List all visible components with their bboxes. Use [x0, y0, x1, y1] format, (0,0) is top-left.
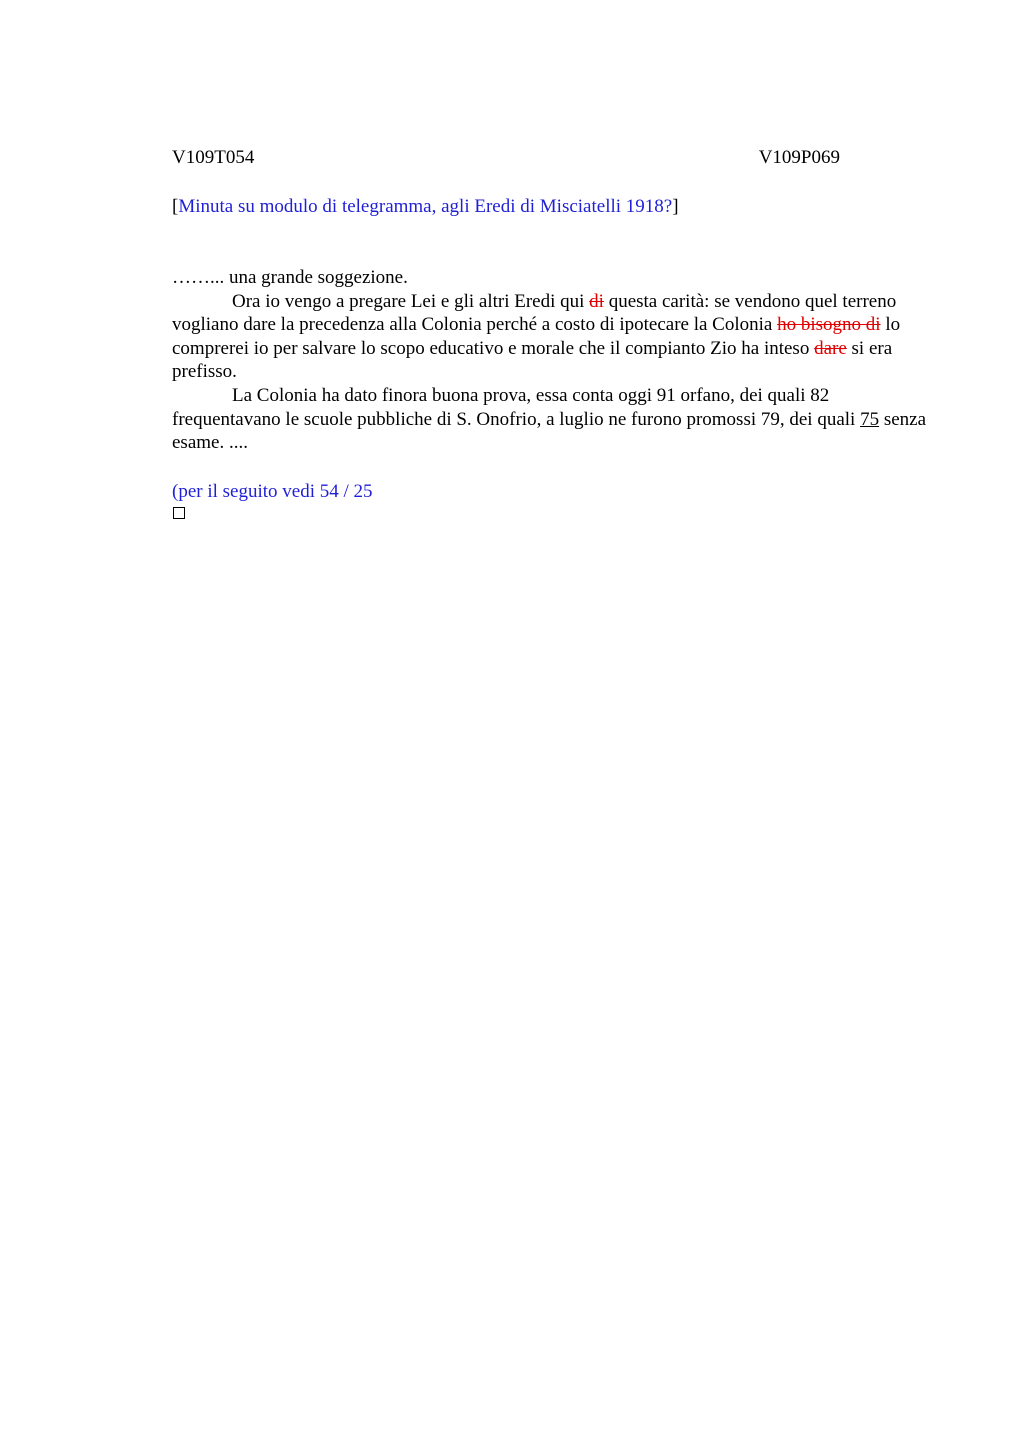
paragraph-2-text-b: senza esame. ....	[172, 408, 927, 454]
document-code-left: V109T054	[172, 147, 255, 168]
document-code-right: V109P069	[758, 147, 840, 168]
note-open-bracket: [	[172, 196, 179, 217]
note-close-bracket: ]	[672, 196, 679, 217]
deleted-phrase: ho bisogno di	[777, 314, 881, 336]
document-header	[172, 146, 840, 170]
paragraph-1-text-d: si era prefisso.	[172, 337, 893, 383]
opening-line: ……... una grande soggezione.	[172, 267, 408, 288]
paragraph-2-text-a: La Colonia ha dato finora buona prova, essa conta oggi 91 orfano, dei quali 82 frequentavano le scuole pubbliche di S. Onofrio, a luglio ne furono promossi 79, dei quali	[172, 384, 861, 430]
note-text: Minuta su modulo di telegramma, agli Eredi di Misciatelli 1918?	[178, 196, 673, 217]
followup-reference: (per il seguito vedi 54 / 25	[172, 481, 373, 502]
underlined-number: 75	[860, 408, 880, 430]
paragraph-1-text-c: lo comprerei io per salvare lo scopo educativo e morale che il compianto Zio ha inteso	[172, 314, 901, 359]
editorial-note	[172, 195, 679, 219]
paragraph-1-text-b: questa carità: se vendono quel terreno vogliano dare la precedenza alla Colonia perché a costo di ipotecare la Colonia	[172, 290, 897, 336]
deleted-word: dare	[814, 337, 847, 359]
deleted-word: di	[589, 290, 604, 312]
paragraph-2	[172, 384, 932, 455]
paragraph-1	[172, 290, 932, 384]
empty-square-icon	[173, 507, 185, 519]
paragraph-1-text-a: Ora io vengo a pregare Lei e gli altri Eredi qui	[232, 290, 590, 312]
letter-body	[172, 266, 932, 455]
